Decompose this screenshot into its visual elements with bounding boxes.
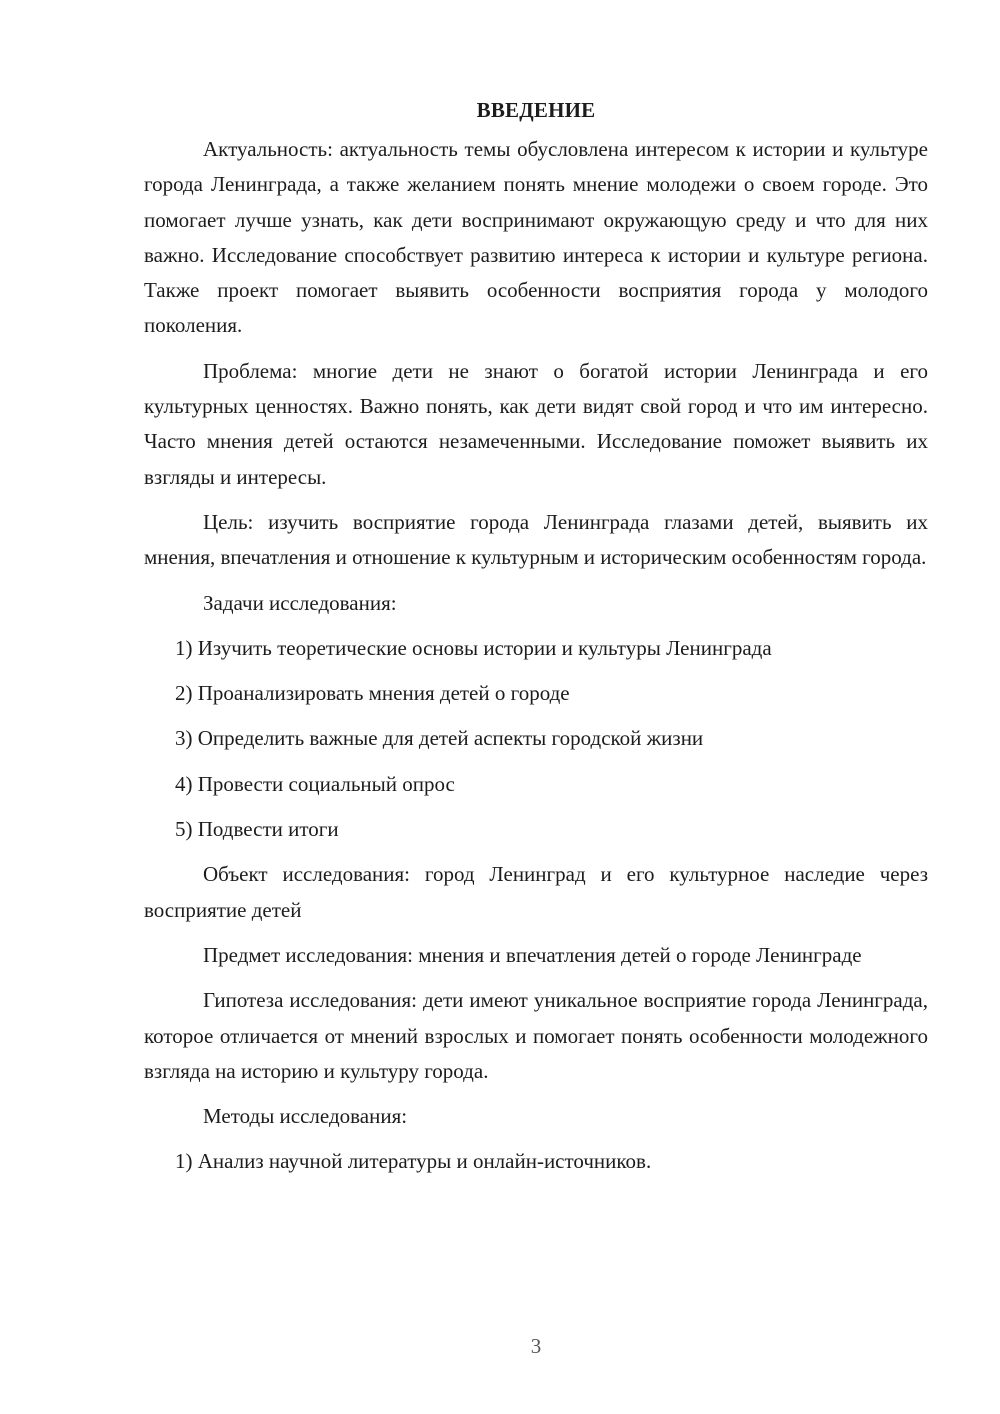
- relevance-paragraph: Актуальность: актуальность темы обусловлена интересом к истории и культуре города Ленинграда, а также желанием понять мнение молодежи о своем городе. Это помогает лучше узнать, как дети воспринимают окружающую среду и что для них важно. Исследование способствует развитию интереса к истории и культуре региона. Также проект помогает выявить особенности восприятия города у молодого поколения.: [144, 137, 928, 338]
- task-item: 2) Проанализировать мнения детей о городе: [175, 681, 570, 706]
- subject-paragraph: Предмет исследования: мнения и впечатления детей о городе Ленинграде: [203, 942, 862, 967]
- goal-paragraph: Цель: изучить восприятие города Ленинграда глазами детей, выявить их мнения, впечатления и отношение к культурным и историческим особенностям города.: [144, 509, 928, 570]
- tasks-heading: Задачи исследования:: [203, 590, 397, 615]
- methods-heading: Методы исследования:: [203, 1104, 408, 1129]
- problem-paragraph: Проблема: многие дети не знают о богатой истории Ленинграда и его культурных ценностях. Важно понять, как дети видят свой город и что им интересно. Часто мнения детей остаются незамеченными. Исследование поможет выявить их взгляды и интересы.: [144, 358, 928, 489]
- method-item: 1) Анализ научной литературы и онлайн-источников.: [175, 1149, 652, 1174]
- object-paragraph: Объект исследования: город Ленинград и его культурное наследие через восприятие детей: [144, 862, 928, 922]
- task-item: 3) Определить важные для детей аспекты городской жизни: [175, 726, 704, 751]
- task-item: 1) Изучить теоретические основы истории и культуры Ленинграда: [175, 635, 772, 660]
- hypothesis-paragraph: Гипотеза исследования: дети имеют уникальное восприятие города Ленинграда, которое отличается от мнений взрослых и помогает понять особенности молодежного взгляда на историю и культуру города.: [144, 988, 928, 1083]
- task-item: 5) Подвести итоги: [175, 817, 339, 842]
- section-title: ВВЕДЕНИЕ: [476, 98, 596, 122]
- task-item: 4) Провести социальный опрос: [175, 771, 455, 796]
- page-number: 3: [530, 1334, 542, 1358]
- document-page: [144, 92, 928, 1190]
